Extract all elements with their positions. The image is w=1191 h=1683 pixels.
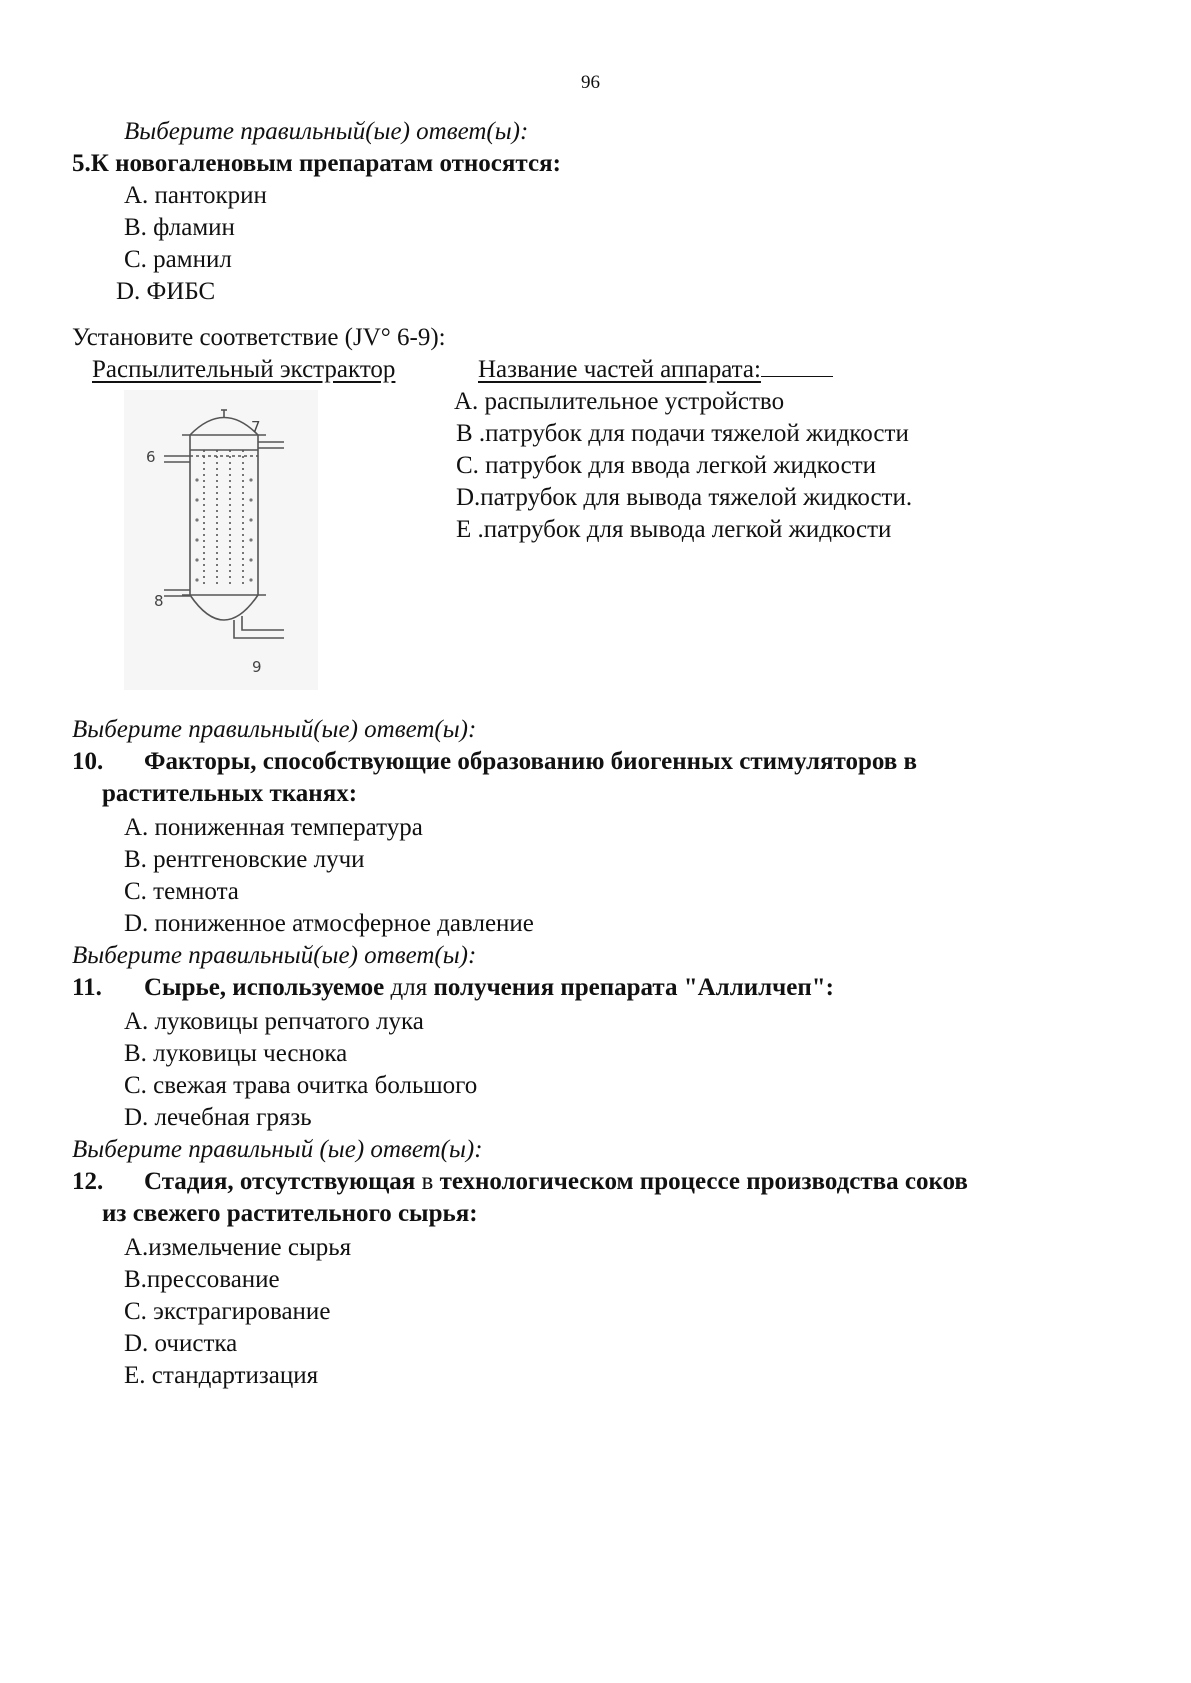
question-title <box>144 972 834 1004</box>
question-number: 10. <box>72 748 104 775</box>
option-b: B. рентгеновские лучи <box>124 846 365 873</box>
question-title-continued: растительных тканях: <box>102 780 358 807</box>
instruction: Выберите правильный(ые) ответ(ы): <box>72 716 477 743</box>
question-number: 12. <box>72 1168 104 1195</box>
part-option-e: E .патрубок для вывода легкой жидкости <box>456 516 892 543</box>
left-column-header: Распылительный экстрактор <box>92 356 396 383</box>
question-text-part2: для <box>384 974 434 1001</box>
page-number: 96 <box>581 72 600 93</box>
question-text-part1: Стадия, отсутствующая <box>144 1168 416 1195</box>
right-column-header <box>478 354 833 386</box>
header-underline <box>761 375 833 377</box>
question-text-part3: получения препарата "Аллилчеп": <box>433 974 834 1001</box>
instruction: Выберите правильный(ые) ответ(ы): <box>72 942 477 969</box>
right-column-header-text: Название частей аппарата: <box>478 356 761 383</box>
option-c: C. свежая трава очитка большого <box>124 1072 478 1099</box>
option-c: C. рамнил <box>124 246 232 273</box>
part-option-c: C. патрубок для ввода легкой жидкости <box>456 452 877 479</box>
option-e: E. стандартизация <box>124 1362 319 1389</box>
option-d: D. ФИБС <box>116 278 216 305</box>
option-a: A. пантокрин <box>124 182 267 209</box>
question-title: Факторы, способствующие образованию биогенных стимуляторов в <box>144 748 917 775</box>
top-cap <box>190 418 258 436</box>
question-title: 5.К новогаленовым препаратам относятся: <box>72 150 561 177</box>
option-c: C. темнота <box>124 878 239 905</box>
option-a: A.измельчение сырья <box>124 1234 352 1261</box>
diagram-label-9: 9 <box>252 658 262 676</box>
option-d: D. лечебная грязь <box>124 1104 312 1131</box>
part-option-d: D.патрубок для вывода тяжелой жидкости. <box>456 484 913 511</box>
question-text-part1: Сырье, используемое <box>144 974 385 1001</box>
option-b: B. фламин <box>124 214 235 241</box>
diagram-label-8: 8 <box>154 592 164 610</box>
bottom-cap <box>190 595 258 620</box>
question-text-part3: технологическом процессе производства соков <box>439 1168 968 1195</box>
option-b: B.прессование <box>124 1266 280 1293</box>
part-option-b: B .патрубок для подачи тяжелой жидкости <box>456 420 909 447</box>
instruction: Выберите правильный (ые) ответ(ы): <box>72 1136 483 1163</box>
option-a: A. пониженная температура <box>124 814 423 841</box>
diagram-label-7: 7 <box>251 418 261 436</box>
diagram-label-6: 6 <box>146 448 156 466</box>
question-title <box>144 1166 968 1198</box>
question-text-part2: в <box>415 1168 440 1195</box>
question-title-continued: из свежего растительного сырья: <box>102 1200 478 1227</box>
option-c: C. экстрагирование <box>124 1298 331 1325</box>
option-d: D. пониженное атмосферное давление <box>124 910 534 937</box>
extractor-diagram-svg <box>124 390 318 690</box>
option-b: B. луковицы чеснока <box>124 1040 348 1067</box>
question-number: 11. <box>72 974 102 1001</box>
extractor-diagram <box>124 390 318 690</box>
option-a: A. луковицы репчатого лука <box>124 1008 424 1035</box>
instruction: Выберите правильный(ые) ответ(ы): <box>124 118 529 145</box>
part-option-a: A. распылительное устройство <box>454 388 785 415</box>
instruction: Установите соответствие (JV° 6-9): <box>72 324 446 351</box>
option-d: D. очистка <box>124 1330 238 1357</box>
